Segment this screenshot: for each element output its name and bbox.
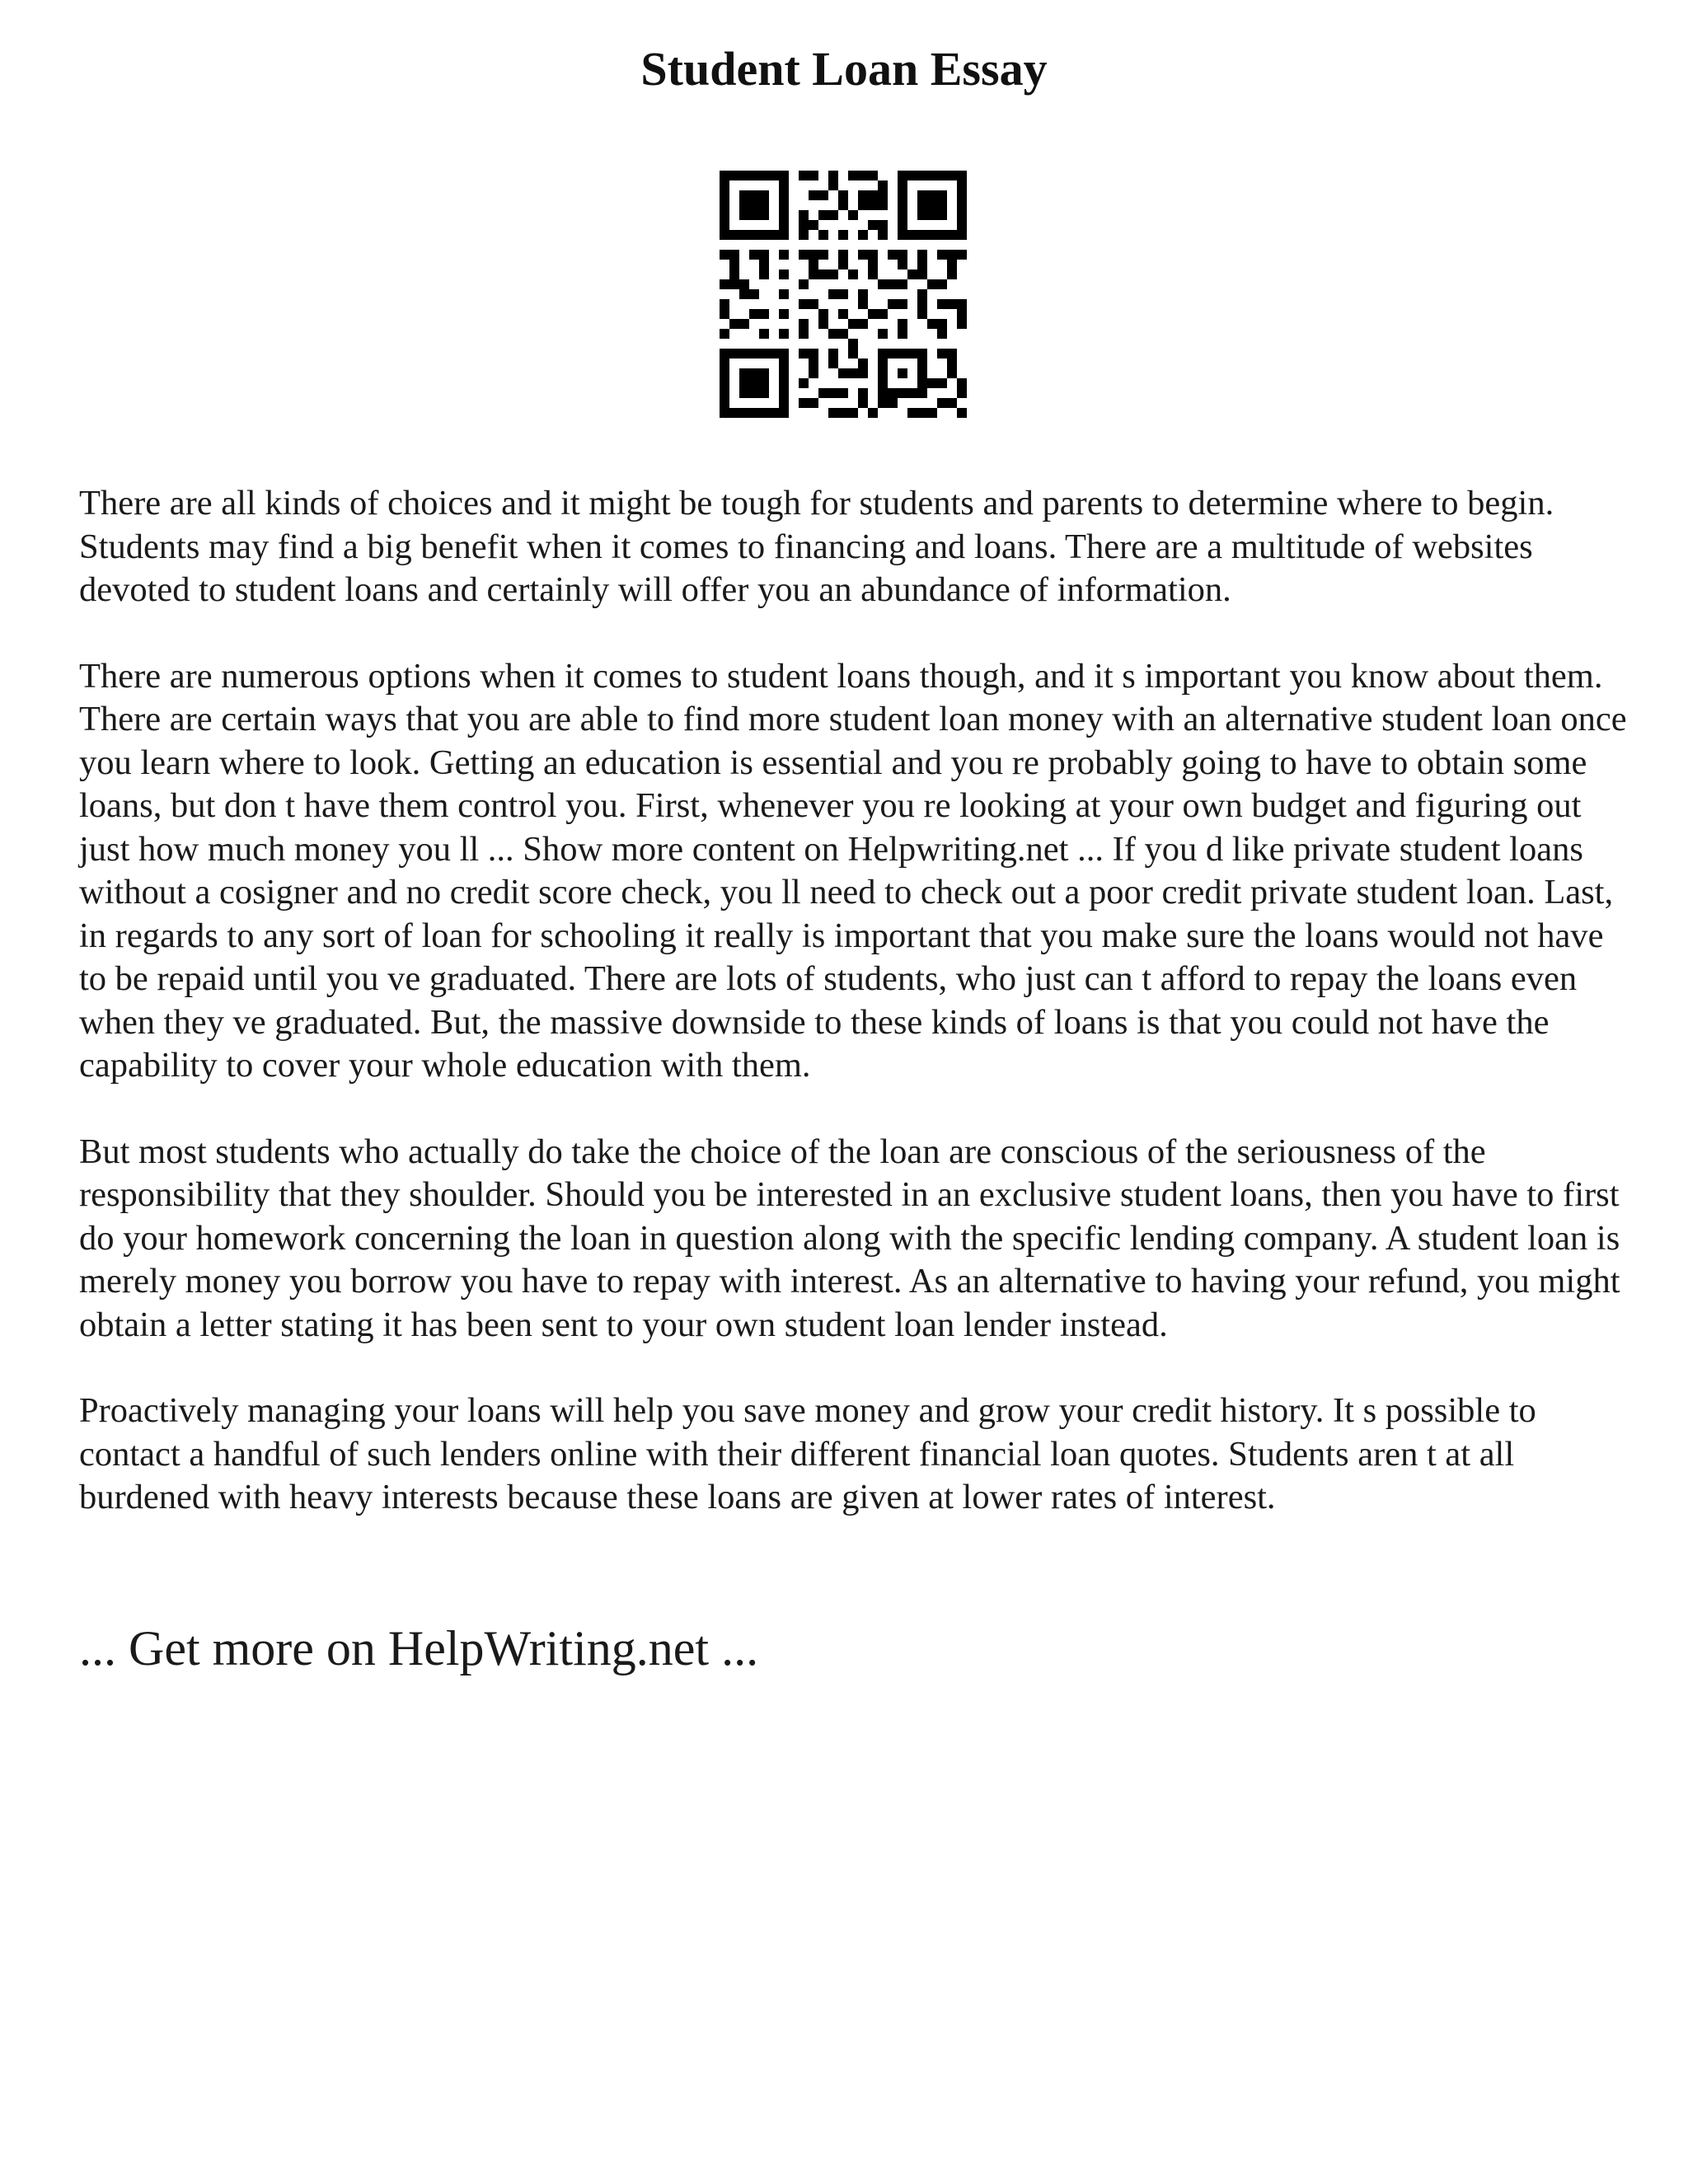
- page-title: Student Loan Essay: [640, 42, 1048, 96]
- essay-paragraph-4: Proactively managing your loans will help you save money and grow your credit history. It s possible to contact a handful of such lenders online with their different financial loan quotes. Students aren t at all burdened with heavy interests because these loans are given at lower rates of interest.: [79, 1391, 1536, 1516]
- essay-body: [79, 482, 1629, 1563]
- essay-paragraph-1: There are all kinds of choices and it might be tough for students and parents to determine where to begin. Students may find a big benefit when it comes to financing and loans. There are a multitude of websites devoted to student loans and certainly will offer you an abundance of information.: [79, 484, 1554, 609]
- qr-code-icon: [720, 171, 967, 418]
- essay-paragraph-3: But most students who actually do take the choice of the loan are conscious of the seriousness of the responsibility that they shoulder. Should you be interested in an exclusive student loans, then you have to first do your homework concerning the loan in question along with the specific lending company. A student loan is merely money you borrow you have to repay with interest. As an alternative to having your refund, you might obtain a letter stating it has been sent to your own student loan lender instead.: [79, 1132, 1620, 1344]
- get-more-link[interactable]: ... Get more on HelpWriting.net ...: [79, 1621, 759, 1675]
- essay-paragraph-2: There are numerous options when it comes to student loans though, and it s important you know about them. There are certain ways that you are able to find more student loan money with an alternative student loan once you learn where to look. Getting an education is essential and you re probably going to have to obtain some loans, but don t have them control you. First, whenever you re looking at your own budget and figuring out just how much money you ll ... Show more content on Helpwriting.net ... If you d like private student loans without a cosigner and no credit score check, you ll need to check out a poor credit private student loan. Last, in regards to any sort of loan for schooling it really is important that you make sure the loans would not have to be repaid until you ve graduated. There are lots of students, who just can t afford to repay the loans even when they ve graduated. But, the massive downside to these kinds of loans is that you could not have the capability to cover your whole education with them.: [79, 656, 1627, 1085]
